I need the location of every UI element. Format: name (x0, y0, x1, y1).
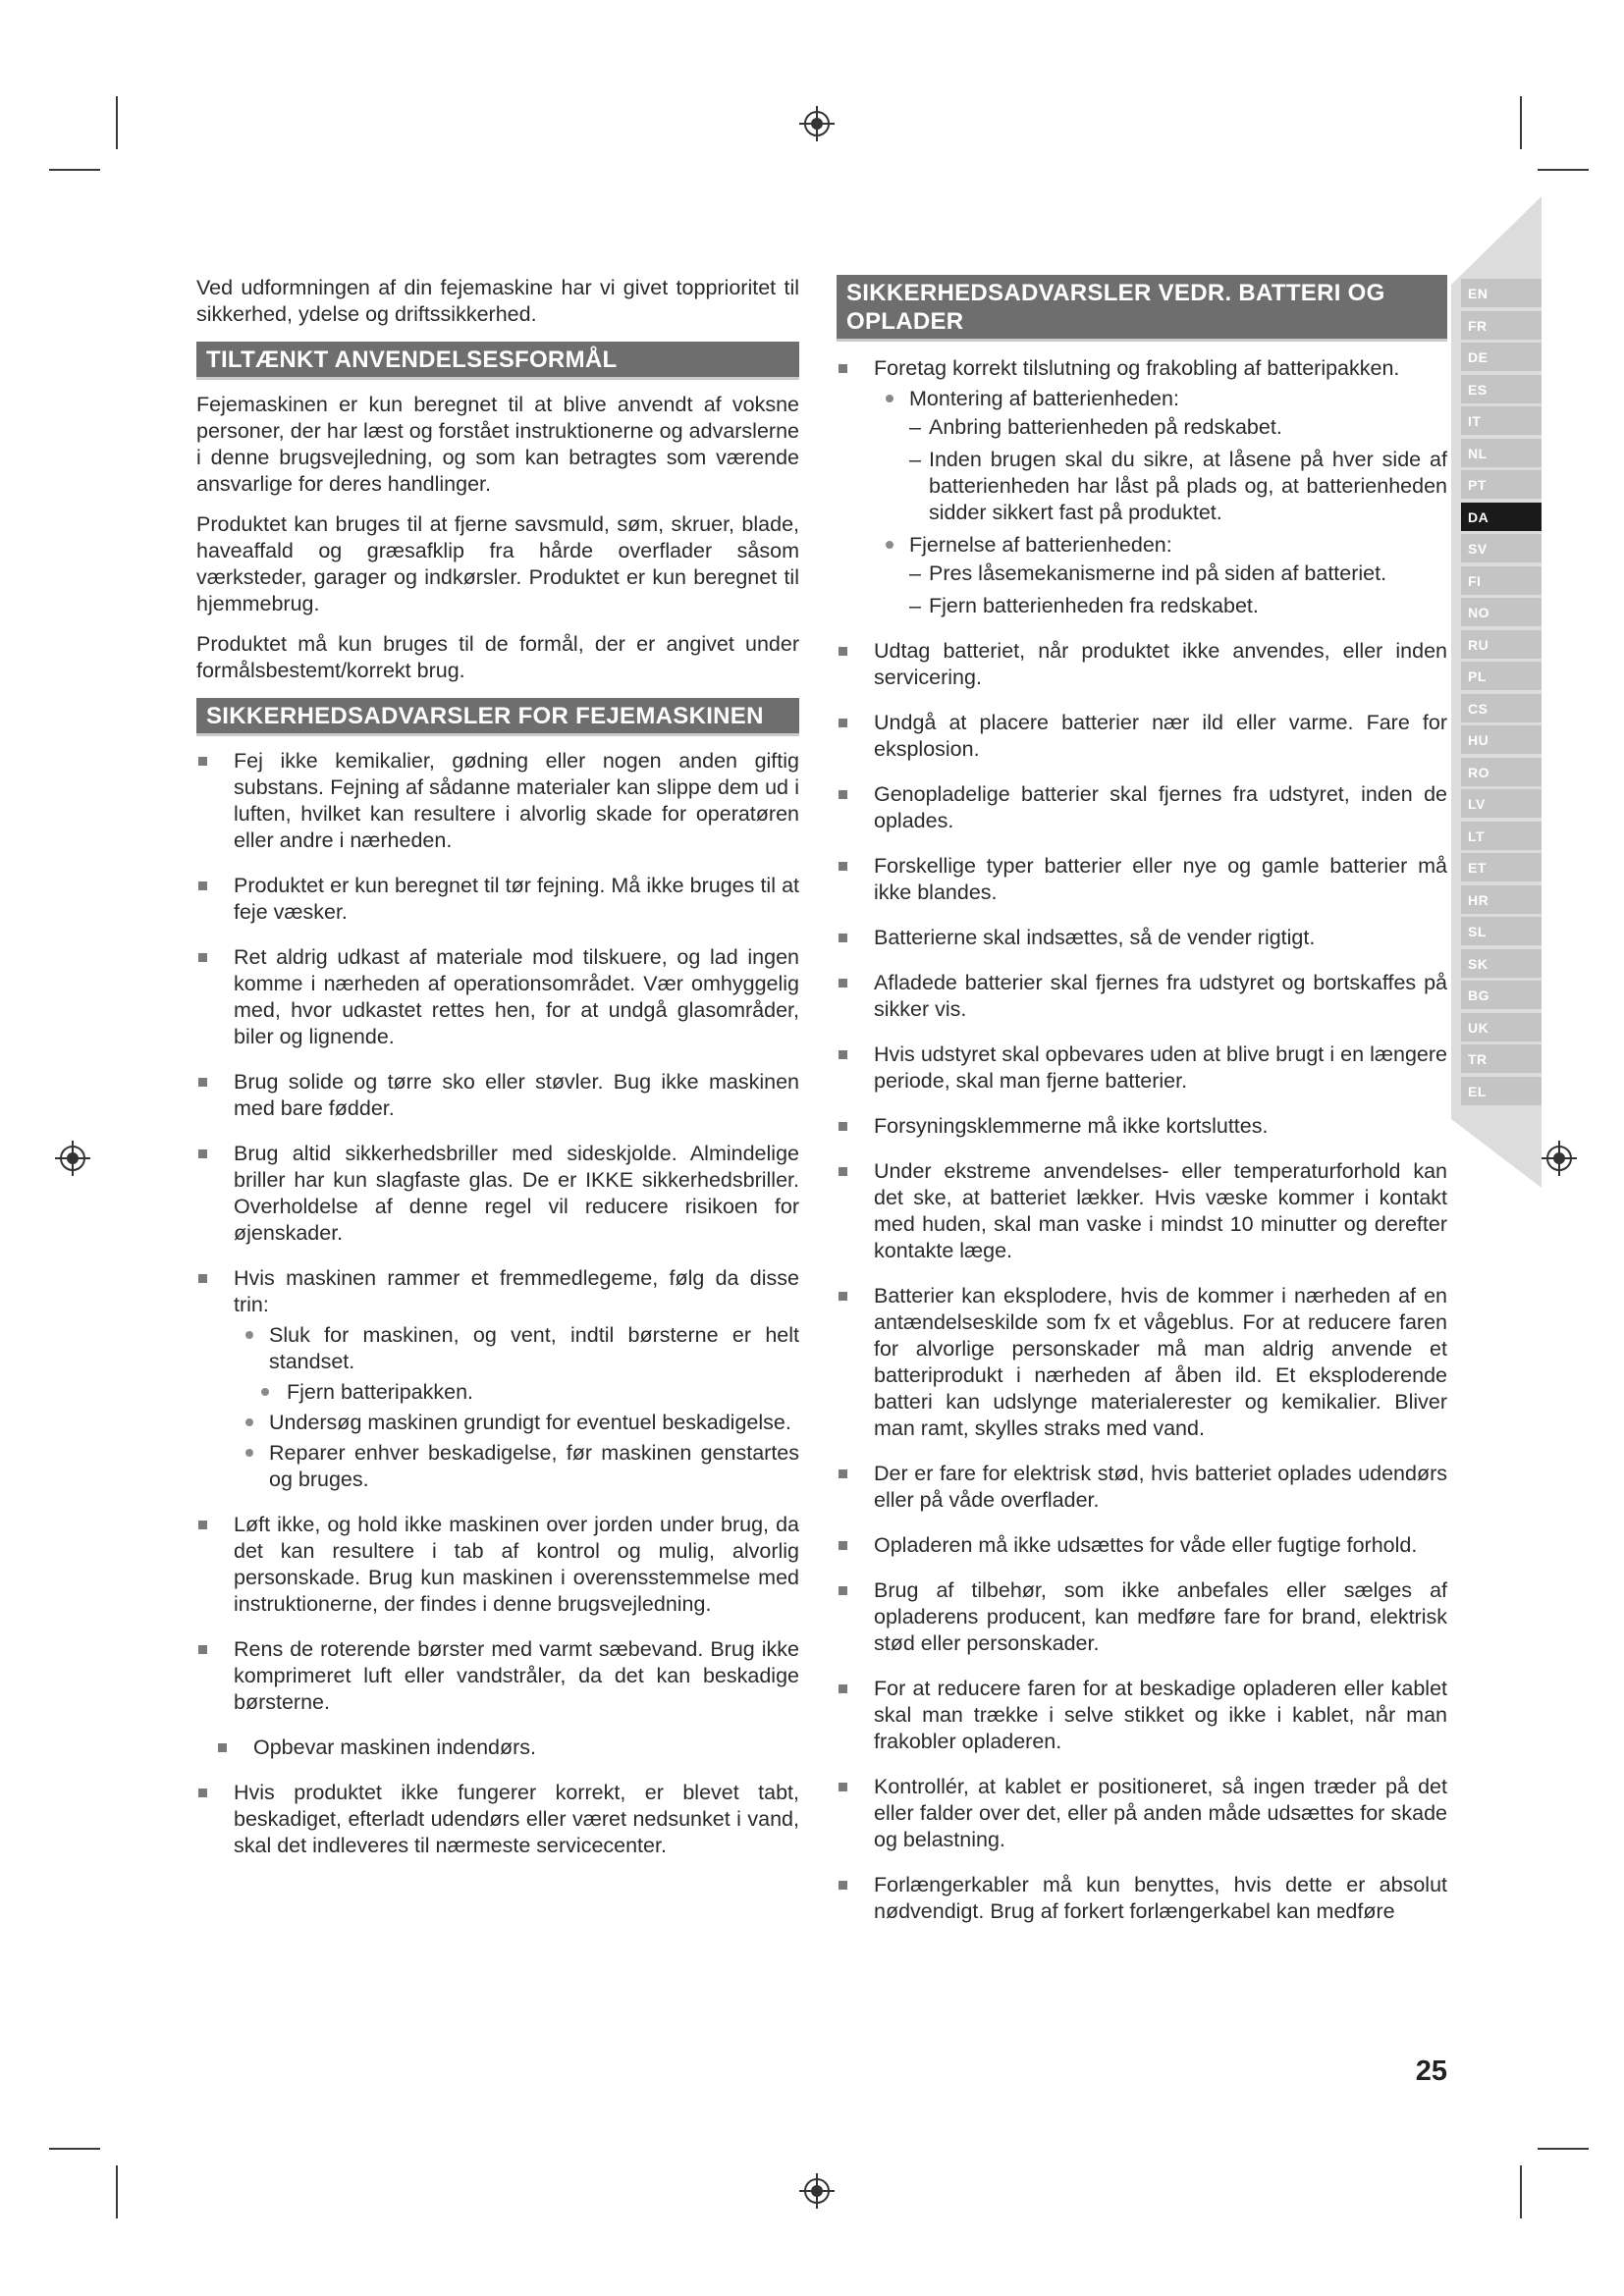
list-item: Genopladelige batterier skal fjernes fra udstyret, inden de oplades. (837, 781, 1447, 834)
removal-label: Fjernelse af batterienheden: (909, 533, 1172, 557)
square-bullet-icon (839, 862, 847, 871)
list-item: Udtag batteriet, når produktet ikke anvendes, eller inden servicering. (837, 638, 1447, 691)
language-tab-el[interactable]: EL (1461, 1077, 1542, 1105)
right-column (837, 275, 1447, 1944)
crop-mark (1538, 2148, 1589, 2150)
square-bullet-icon (839, 1292, 847, 1301)
language-tab-bg[interactable]: BG (1461, 981, 1542, 1009)
list-item: Hvis maskinen rammer et fremmedlegeme, følg da disse trin: Sluk for maskinen, og vent, indtil børsterne er helt standset. Fjern batteripakken. Undersøg maskinen grundigt for eventuel beskadigelse. Reparer enhver beskadigelse, før maskinen genstartes og bruges. (196, 1265, 799, 1493)
language-tab-fi[interactable]: FI (1461, 566, 1542, 595)
round-bullet-icon (261, 1388, 269, 1396)
square-bullet-icon (839, 790, 847, 799)
sub-list-item: Undersøg maskinen grundigt for eventuel beskadigelse. (234, 1410, 799, 1436)
intro-paragraph: Ved udformningen af din fejemaskine har vi givet topprioritet til sikkerhed, ydelse og driftssikkerhed. (196, 276, 799, 326)
square-bullet-icon (839, 934, 847, 942)
dash-bullet: – (909, 415, 921, 439)
list-item: Produktet er kun beregnet til tør fejning. Må ikke bruges til at feje væsker. (196, 873, 799, 926)
language-tab-pt[interactable]: PT (1461, 470, 1542, 499)
language-tab-tr[interactable]: TR (1461, 1044, 1542, 1073)
language-tab-sv[interactable]: SV (1461, 534, 1542, 562)
square-bullet-icon (839, 1167, 847, 1176)
list-item: Brug altid sikkerhedsbriller med sideskjolde. Almindelige briller har kun slagfaste glas. De er IKKE sikkerhedsbriller. Overholdelse af denne regel vil reducere risikoen for øjenskader. (196, 1141, 799, 1247)
sub-list-item (874, 386, 1447, 526)
crop-mark (116, 2165, 118, 2218)
battery-procedure-list (874, 386, 1447, 619)
registration-mark-bottom (797, 2171, 837, 2211)
square-bullet-icon (839, 647, 847, 656)
language-tab-sl[interactable]: SL (1461, 917, 1542, 945)
square-bullet-icon (839, 1684, 847, 1693)
list-item: For at reducere faren for at beskadige opladeren eller kablet skal man trække i selve stikket og ikke i kablet, når man frakobler opladeren. (837, 1676, 1447, 1755)
square-bullet-icon (198, 1149, 207, 1158)
crop-mark (1520, 96, 1522, 149)
language-tab-sk[interactable]: SK (1461, 949, 1542, 978)
sub-list-item (874, 532, 1447, 619)
section-heading-intended-use: TILTÆNKT ANVENDELSESFORMÅL (196, 342, 799, 380)
sub-list-item: Fjern batteripakken. (234, 1379, 799, 1406)
language-tab-ru[interactable]: RU (1461, 630, 1542, 659)
list-item: Ret aldrig udkast af materiale mod tilskuere, og lad ingen komme i nærheden af operationsområdet. Vær omhyggelig med, hvor udkastet rettes hen, for at undgå glasområder, biler og lignende. (196, 944, 799, 1050)
square-bullet-icon (839, 1586, 847, 1595)
language-tab-hu[interactable]: HU (1461, 725, 1542, 754)
language-tab-no[interactable]: NO (1461, 598, 1542, 626)
list-item: Forlængerkabler må kun benyttes, hvis dette er absolut nødvendigt. Brug af forkert forlængerkabel kan medføre (837, 1872, 1447, 1925)
registration-mark-left (53, 1139, 92, 1178)
language-tab-fr[interactable]: FR (1461, 311, 1542, 340)
square-bullet-icon (198, 953, 207, 962)
list-item: Brug af tilbehør, som ikke anbefales eller sælges af opladerens producent, kan medføre fare for brand, elektrisk stød eller personskader. (837, 1577, 1447, 1657)
mounting-label: Montering af batterienheden: (909, 387, 1179, 410)
square-bullet-icon (839, 1783, 847, 1791)
crop-mark (49, 2148, 100, 2150)
list-item: Batterierne skal indsættes, så de vender rigtigt. (837, 925, 1447, 951)
list-item: Hvis produktet ikke fungerer korrekt, er blevet tabt, beskadiget, efterladt udendørs eller været nedsunket i vand, skal det indleveres til nærmeste servicecenter. (196, 1780, 799, 1859)
square-bullet-icon (839, 364, 847, 373)
list-item: Der er fare for elektrisk stød, hvis batteriet oplades udendørs eller på våde overflader. (837, 1461, 1447, 1514)
language-tab-et[interactable]: ET (1461, 853, 1542, 881)
list-item: Brug solide og tørre sko eller støvler. Bug ikke maskinen med bare fødder. (196, 1069, 799, 1122)
mounting-steps (909, 414, 1447, 526)
list-item: Undgå at placere batterier nær ild eller varme. Fare for eksplosion. (837, 710, 1447, 763)
list-item: Forskellige typer batterier eller nye og gamle batterier må ikke blandes. (837, 853, 1447, 906)
language-tab-de[interactable]: DE (1461, 343, 1542, 371)
intended-use-paragraph: Fejemaskinen er kun beregnet til at blive anvendt af voksne personer, der har læst og forstået instruktionerne og advarslerne i denne brugsvejledning, og som kan betragtes som værende ansvarlige for deres handlinger. (196, 393, 799, 496)
square-bullet-icon (218, 1743, 227, 1752)
round-bullet-icon (245, 1418, 253, 1426)
section-heading-sweeper-warnings: SIKKERHEDSADVARSLER FOR FEJEMASKINEN (196, 698, 799, 736)
square-bullet-icon (198, 757, 207, 766)
list-item: Forsyningsklemmerne må ikke kortsluttes. (837, 1113, 1447, 1140)
square-bullet-icon (198, 1521, 207, 1529)
square-bullet-icon (839, 719, 847, 727)
dash-bullet: – (909, 594, 921, 617)
intended-use-paragraph: Produktet må kun bruges til de formål, der er angivet under formålsbestemt/korrekt brug. (196, 632, 799, 682)
language-tab-da[interactable]: DA (1461, 503, 1542, 531)
square-bullet-icon (839, 979, 847, 988)
crop-mark (49, 169, 100, 171)
dash-item: – Fjern batterienheden fra redskabet. (909, 594, 1259, 617)
square-bullet-icon (198, 1274, 207, 1283)
list-item: Opladeren må ikke udsættes for våde eller fugtige forhold. (837, 1532, 1447, 1559)
crop-mark (1520, 2165, 1522, 2218)
list-item: Fej ikke kemikalier, gødning eller nogen anden giftig substans. Fejning af sådanne materialer kan slippe dem ud i luften, hvilket kan resultere i alvorlig skade for operatøren eller andre i nærheden. (196, 748, 799, 854)
dash-bullet: – (909, 448, 921, 471)
round-bullet-icon (245, 1331, 253, 1339)
dash-bullet: – (909, 561, 921, 585)
square-bullet-icon (839, 1122, 847, 1131)
list-item: Under ekstreme anvendelses- eller temperaturforhold kan det ske, at batteriet lækker. Hvis væske kommer i kontakt med huden, skal man vaske i mindst 10 minutter og derefter kontakte læge. (837, 1158, 1447, 1264)
list-item: Hvis udstyret skal opbevares uden at blive brugt i en længere periode, skal man fjerne batterier. (837, 1041, 1447, 1095)
language-tab-en[interactable]: EN (1461, 279, 1542, 307)
square-bullet-icon (839, 1881, 847, 1890)
language-tab-lt[interactable]: LT (1461, 822, 1542, 850)
square-bullet-icon (198, 1789, 207, 1797)
sweeper-warning-list (196, 748, 799, 1859)
square-bullet-icon (839, 1050, 847, 1059)
registration-mark-right (1540, 1139, 1579, 1178)
square-bullet-icon (839, 1541, 847, 1550)
foreign-object-steps (234, 1322, 799, 1493)
list-item: Foretag korrekt tilslutning og frakobling af batteripakken. Montering af batterienheden: – Anbring batterienheden på redskabet. – Inden brugen skal du sikre, at låsene på hver side af batterienheden har låst på plads og, at batterienheden sidder sikkert fast på produktet. Fjernelse af batterienheden: – Pres låsemekanismerne ind på siden af batteriet. – Fjern batterienheden fra redskabet. (837, 355, 1447, 619)
list-item: Rens de roterende børster med varmt sæbevand. Brug ikke komprimeret luft eller vandstråler, da det kan beskadige børsterne. (196, 1636, 799, 1716)
dash-item: – Inden brugen skal du sikre, at låsene på hver side af batterienheden har låst på plads og, at batterienheden sidder sikkert fast på produktet. (909, 448, 1447, 524)
square-bullet-icon (198, 881, 207, 890)
section-heading-battery-warnings: SIKKERHEDSADVARSLER VEDR. BATTERI OG OPLADER (837, 275, 1447, 342)
language-tab-es[interactable]: ES (1461, 375, 1542, 403)
language-tab-nl[interactable]: NL (1461, 439, 1542, 467)
list-item: Afladede batterier skal fjernes fra udstyret og bortskaffes på sikker vis. (837, 970, 1447, 1023)
sub-list-item: Reparer enhver beskadigelse, før maskinen genstartes og bruges. (234, 1440, 799, 1493)
list-item: Opbevar maskinen indendørs. (196, 1735, 799, 1761)
battery-warning-list (837, 355, 1447, 1925)
square-bullet-icon (839, 1469, 847, 1478)
crop-mark (1538, 169, 1589, 171)
left-column (196, 275, 799, 1878)
language-tab-uk[interactable]: UK (1461, 1013, 1542, 1041)
list-item: Kontrollér, at kablet er positioneret, så ingen træder på det eller falder over det, eller på anden måde udsættes for skade og belastning. (837, 1774, 1447, 1853)
dash-item: – Pres låsemekanismerne ind på siden af batteriet. (909, 561, 1387, 585)
list-item: Batterier kan eksplodere, hvis de kommer i nærheden af en antændelseskilde som fx et vågeblus. For at reducere faren for alvorlige personskader må man aldrig anvende et batteriprodukt i nærheden af åben ild. Et eksploderende batteri kan udslynge materialerester og kemikalier. Bliver man ramt, skylles straks med vand. (837, 1283, 1447, 1442)
round-bullet-icon (886, 541, 893, 549)
intended-use-paragraph: Produktet kan bruges til at fjerne savsmuld, søm, skruer, blade, haveaffald og græsafklip fra hårde overflader såsom værksteder, garager og indkørsler. Produktet er kun beregnet til hjemmebrug. (196, 512, 799, 615)
page-number: 25 (1415, 2056, 1447, 2087)
language-tab-cs[interactable]: CS (1461, 694, 1542, 722)
language-tab-lv[interactable]: LV (1461, 789, 1542, 818)
list-item: Løft ikke, og hold ikke maskinen over jorden under brug, da det kan resultere i tab af kontrol og mulig, alvorlig personskade. Brug kun maskinen i overensstemmelse med instruktionerne, der findes i denne brugsvejledning. (196, 1512, 799, 1618)
language-tabs (1461, 279, 1542, 1108)
sub-list-item: Sluk for maskinen, og vent, indtil børsterne er helt standset. (234, 1322, 799, 1375)
square-bullet-icon (198, 1078, 207, 1087)
language-tab-pl[interactable]: PL (1461, 662, 1542, 690)
language-tab-it[interactable]: IT (1461, 406, 1542, 435)
language-tab-strip (1451, 196, 1542, 1188)
language-tab-hr[interactable]: HR (1461, 885, 1542, 914)
round-bullet-icon (886, 395, 893, 402)
crop-mark (116, 96, 118, 149)
registration-mark-top (797, 104, 837, 143)
removal-steps (909, 561, 1447, 619)
round-bullet-icon (245, 1449, 253, 1457)
square-bullet-icon (198, 1645, 207, 1654)
language-tab-ro[interactable]: RO (1461, 758, 1542, 786)
dash-item: – Anbring batterienheden på redskabet. (909, 415, 1282, 439)
